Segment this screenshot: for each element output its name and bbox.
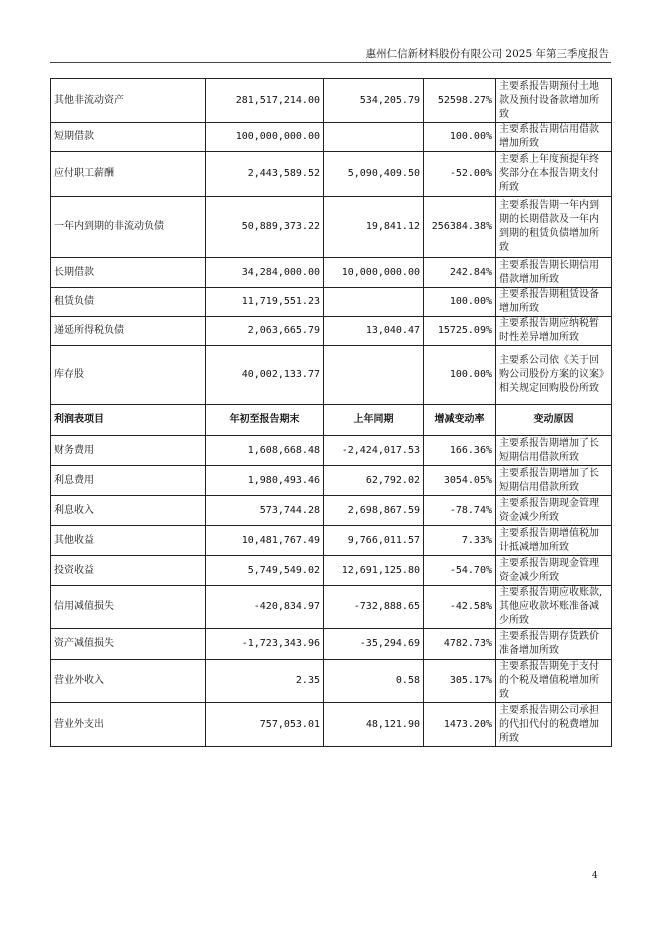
reason-cell: 主要系报告期一年内到期的长期借款及一年内到期的租赁负债增加所致 xyxy=(496,197,612,258)
current-value-cell: 10,481,767.49 xyxy=(206,526,324,556)
prior-value-cell: 12,691,125.80 xyxy=(324,556,424,586)
item-cell: 递延所得税负债 xyxy=(51,317,206,346)
current-value-cell: -1,723,343.96 xyxy=(206,629,324,660)
reason-cell: 主要系报告期信用借款增加所致 xyxy=(496,123,612,152)
prior-value-cell: 48,121.90 xyxy=(324,703,424,747)
change-rate-cell: -52.00% xyxy=(424,152,496,197)
item-cell: 其他非流动资产 xyxy=(51,79,206,123)
page-number: 4 xyxy=(592,871,598,881)
table-row xyxy=(51,152,612,197)
table-row xyxy=(51,660,612,703)
table-row xyxy=(51,123,612,152)
current-value-cell: 40,002,133.77 xyxy=(206,346,324,405)
reason-cell: 主要系报告期增加了长短期信用借款所致 xyxy=(496,466,612,496)
change-rate-cell: 242.84% xyxy=(424,258,496,288)
reason-cell: 主要系报告期应收账款,其他应收款坏账准备减少所致 xyxy=(496,586,612,629)
prior-value-cell: 0.58 xyxy=(324,660,424,703)
item-cell: 应付职工薪酬 xyxy=(51,152,206,197)
change-rate-cell: 7.33% xyxy=(424,526,496,556)
prior-value-cell: 19,841.12 xyxy=(324,197,424,258)
table-row xyxy=(51,436,612,466)
prior-value-cell xyxy=(324,123,424,152)
reason-cell: 主要系报告期存货跌价准备增加所致 xyxy=(496,629,612,660)
reason-cell: 主要系报告期增加了长短期信用借款所致 xyxy=(496,436,612,466)
change-rate-cell: -54.70% xyxy=(424,556,496,586)
change-rate-cell: 256384.38% xyxy=(424,197,496,258)
current-value-cell: 34,284,000.00 xyxy=(206,258,324,288)
current-value-cell: 11,719,551.23 xyxy=(206,288,324,317)
item-cell: 短期借款 xyxy=(51,123,206,152)
reason-cell: 主要系报告期租赁设备增加所致 xyxy=(496,288,612,317)
prior-value-cell xyxy=(324,288,424,317)
item-cell: 其他收益 xyxy=(51,526,206,556)
change-rate-cell: 305.17% xyxy=(424,660,496,703)
table-row xyxy=(51,703,612,747)
prior-value-cell: 13,040.47 xyxy=(324,317,424,346)
change-rate-cell: 166.36% xyxy=(424,436,496,466)
page-header xyxy=(50,44,611,63)
change-rate-cell: -42.58% xyxy=(424,586,496,629)
current-value-cell: 2,063,665.79 xyxy=(206,317,324,346)
item-cell: 资产减值损失 xyxy=(51,629,206,660)
current-value-cell: 1,608,668.48 xyxy=(206,436,324,466)
prior-value-cell: 10,000,000.00 xyxy=(324,258,424,288)
change-rate-cell: 15725.09% xyxy=(424,317,496,346)
table-row xyxy=(51,346,612,405)
table-row xyxy=(51,556,612,586)
table-row xyxy=(51,629,612,660)
reason-cell: 主要系报告期增值税加计抵减增加所致 xyxy=(496,526,612,556)
item-cell: 利息收入 xyxy=(51,496,206,526)
change-rate-cell: 4782.73% xyxy=(424,629,496,660)
prior-value-cell: -35,294.69 xyxy=(324,629,424,660)
reason-cell: 主要系上年度预提年终奖部分在本报告期支付所致 xyxy=(496,152,612,197)
income-header-row xyxy=(51,405,612,436)
prior-value-cell: -732,888.65 xyxy=(324,586,424,629)
table-row xyxy=(51,526,612,556)
current-value-cell: -420,834.97 xyxy=(206,586,324,629)
item-cell: 信用减值损失 xyxy=(51,586,206,629)
item-cell: 库存股 xyxy=(51,346,206,405)
item-cell: 营业外支出 xyxy=(51,703,206,747)
current-value-cell: 281,517,214.00 xyxy=(206,79,324,123)
current-value-cell: 50,889,373.22 xyxy=(206,197,324,258)
change-rate-cell: 1473.20% xyxy=(424,703,496,747)
reason-cell: 主要系报告期免于支付的个税及增值税增加所致 xyxy=(496,660,612,703)
prior-value-cell xyxy=(324,346,424,405)
table-row xyxy=(51,586,612,629)
financial-changes-table xyxy=(50,78,612,747)
current-value-cell: 757,053.01 xyxy=(206,703,324,747)
report-title: 惠州仁信新材料股份有限公司 2025 年第三季度报告 xyxy=(365,48,609,60)
item-cell: 利润表项目 xyxy=(51,405,206,436)
reason-cell: 主要系报告期现金管理资金减少所致 xyxy=(496,496,612,526)
table-row xyxy=(51,197,612,258)
prior-value-cell: 9,766,011.57 xyxy=(324,526,424,556)
reason-cell: 主要系报告期现金管理资金减少所致 xyxy=(496,556,612,586)
table-row xyxy=(51,466,612,496)
item-cell: 利息费用 xyxy=(51,466,206,496)
table-row xyxy=(51,258,612,288)
item-cell: 营业外收入 xyxy=(51,660,206,703)
prior-value-cell: 上年同期 xyxy=(324,405,424,436)
current-value-cell: 573,744.28 xyxy=(206,496,324,526)
table-row xyxy=(51,317,612,346)
prior-value-cell: 5,090,409.50 xyxy=(324,152,424,197)
change-rate-cell: 增减变动率 xyxy=(424,405,496,436)
change-rate-cell: 100.00% xyxy=(424,346,496,405)
current-value-cell: 2.35 xyxy=(206,660,324,703)
item-cell: 投资收益 xyxy=(51,556,206,586)
table-row xyxy=(51,496,612,526)
change-rate-cell: 52598.27% xyxy=(424,79,496,123)
reason-cell: 变动原因 xyxy=(496,405,612,436)
item-cell: 长期借款 xyxy=(51,258,206,288)
reason-cell: 主要系报告期预付土地款及预付设备款增加所致 xyxy=(496,79,612,123)
current-value-cell: 100,000,000.00 xyxy=(206,123,324,152)
reason-cell: 主要系报告期应纳税暂时性差异增加所致 xyxy=(496,317,612,346)
item-cell: 财务费用 xyxy=(51,436,206,466)
item-cell: 一年内到期的非流动负债 xyxy=(51,197,206,258)
reason-cell: 主要系报告期长期信用借款增加所致 xyxy=(496,258,612,288)
reason-cell: 主要系报告期公司承担的代扣代付的税费增加所致 xyxy=(496,703,612,747)
item-cell: 租赁负债 xyxy=(51,288,206,317)
current-value-cell: 5,749,549.02 xyxy=(206,556,324,586)
current-value-cell: 2,443,589.52 xyxy=(206,152,324,197)
prior-value-cell: 62,792.02 xyxy=(324,466,424,496)
change-rate-cell: 100.00% xyxy=(424,123,496,152)
reason-cell: 主要系公司依《关于回购公司股份方案的议案》相关规定回购股份所致 xyxy=(496,346,612,405)
current-value-cell: 年初至报告期末 xyxy=(206,405,324,436)
prior-value-cell: -2,424,017.53 xyxy=(324,436,424,466)
table-row xyxy=(51,79,612,123)
table-row xyxy=(51,288,612,317)
change-rate-cell: 3054.05% xyxy=(424,466,496,496)
prior-value-cell: 534,205.79 xyxy=(324,79,424,123)
change-rate-cell: -78.74% xyxy=(424,496,496,526)
change-rate-cell: 100.00% xyxy=(424,288,496,317)
prior-value-cell: 2,698,867.59 xyxy=(324,496,424,526)
current-value-cell: 1,980,493.46 xyxy=(206,466,324,496)
